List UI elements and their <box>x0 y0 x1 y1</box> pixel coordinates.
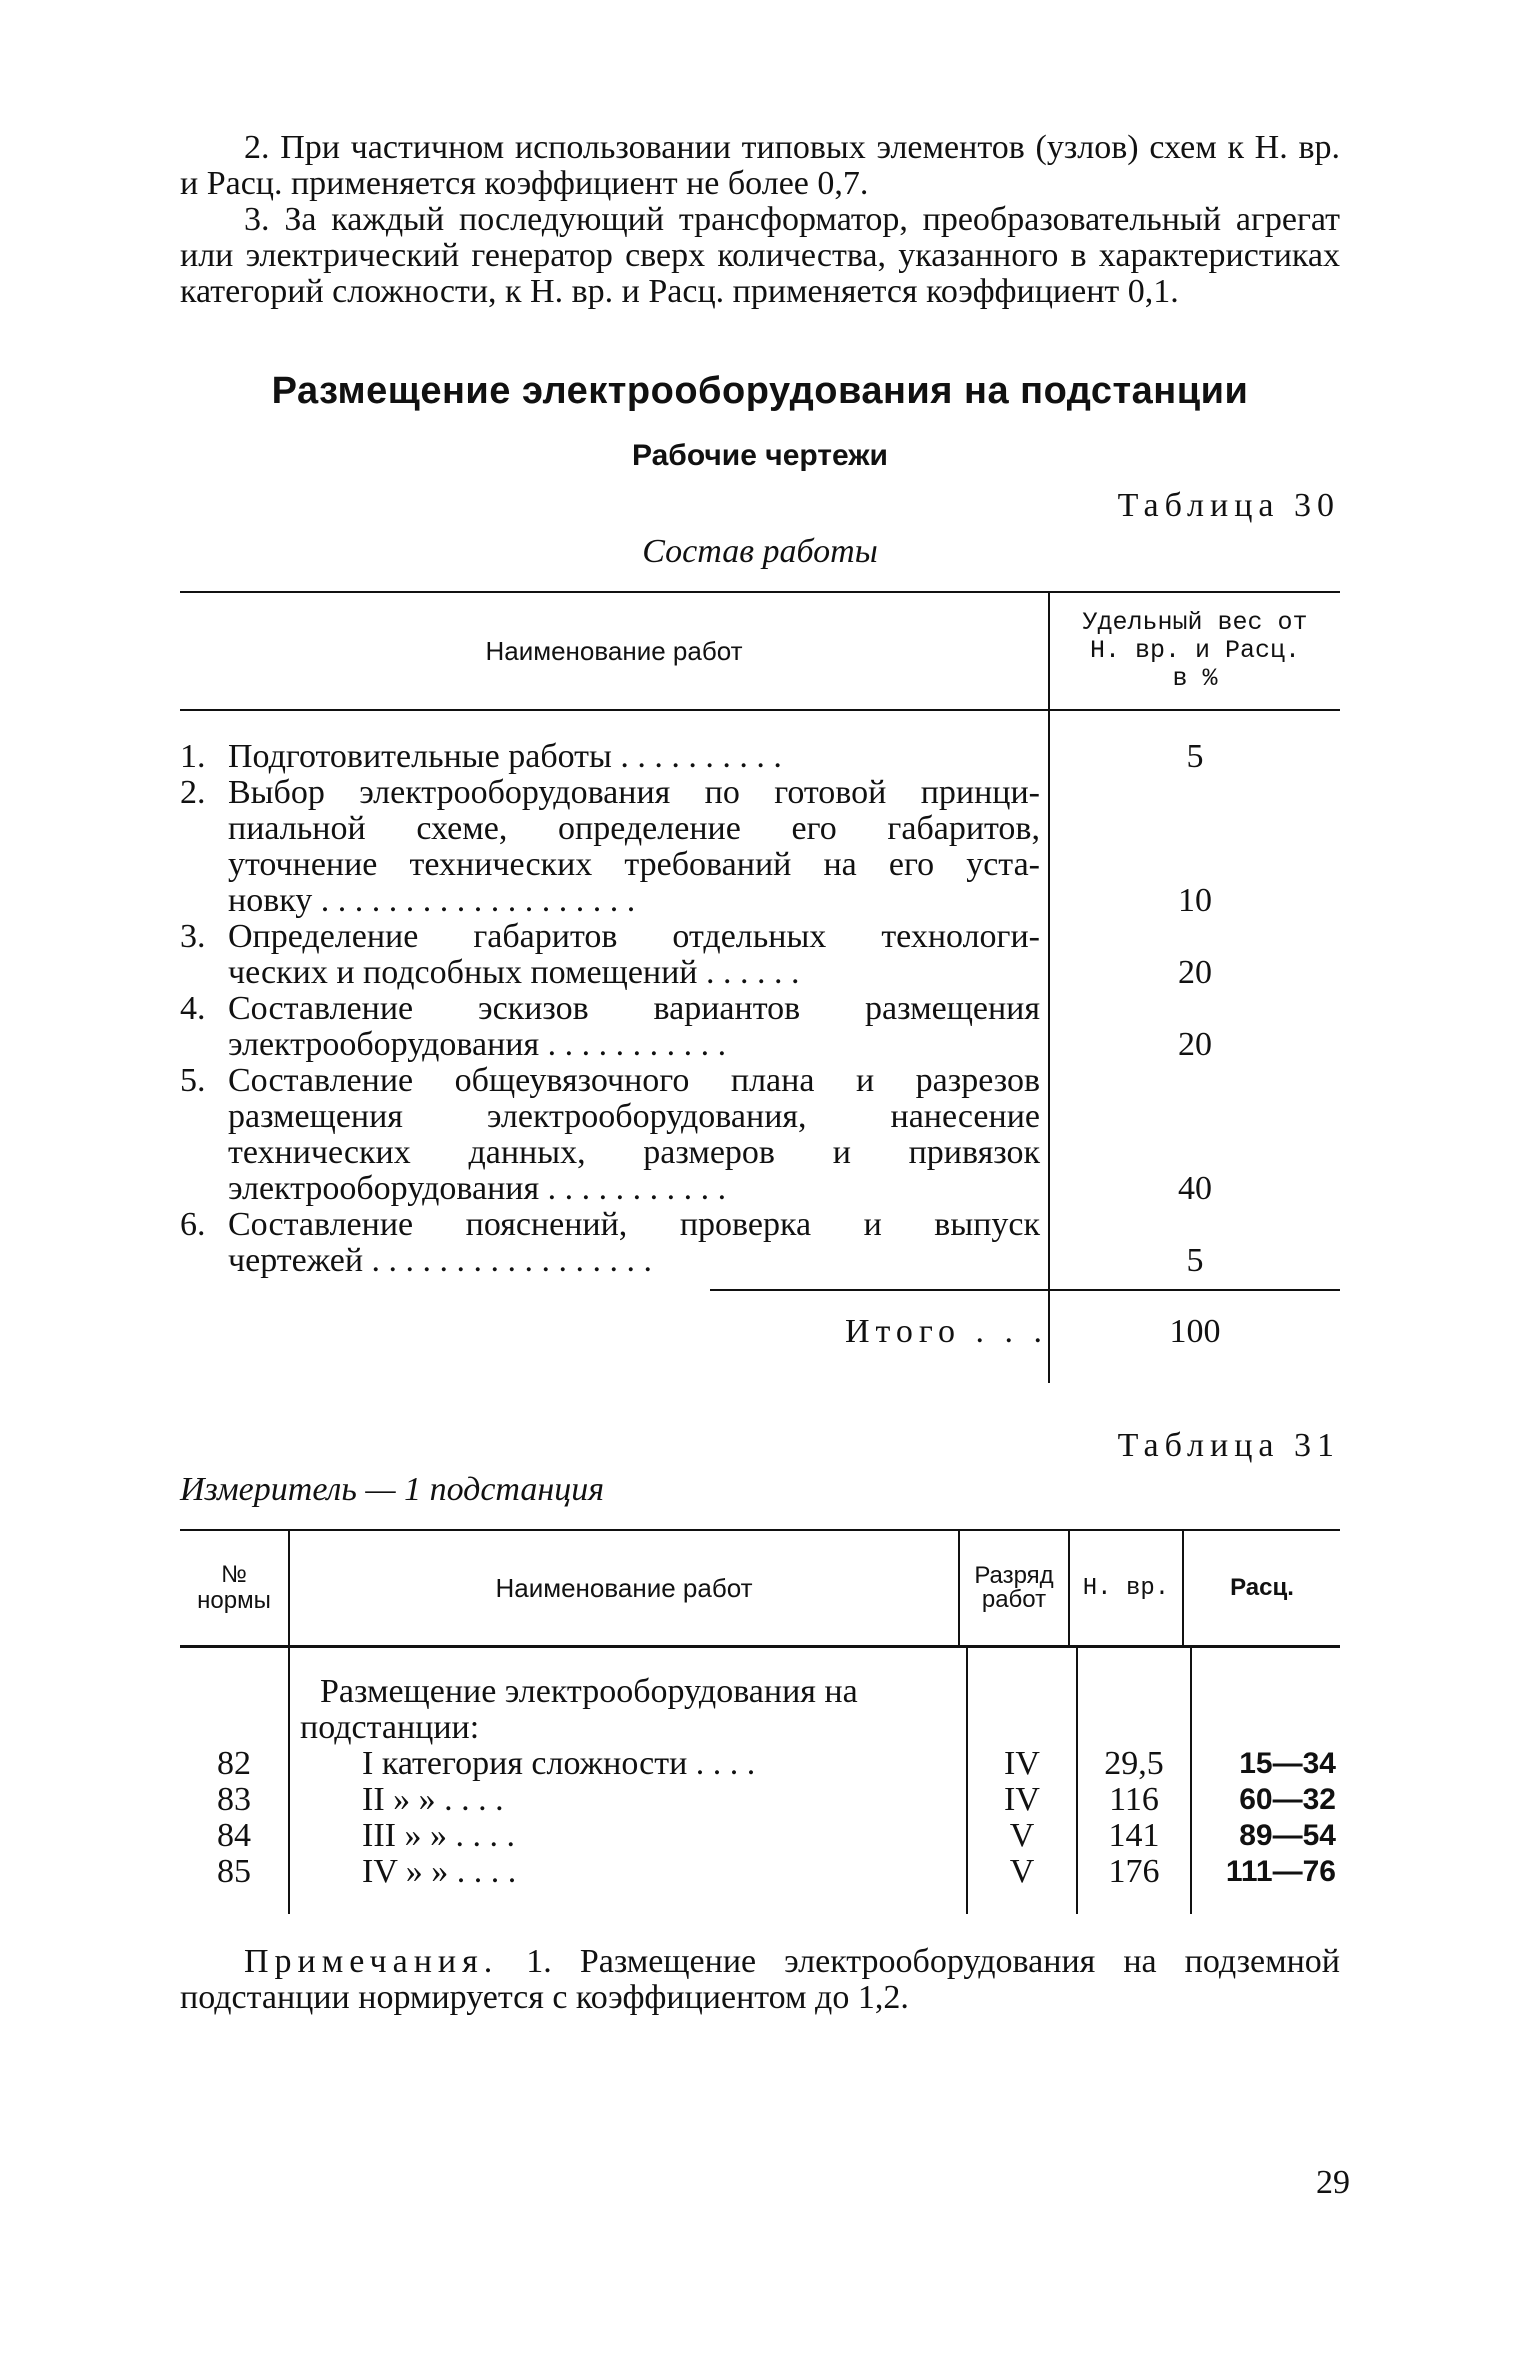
table31-grade-column <box>966 1648 1076 1914</box>
table30-header-share <box>1048 593 1340 709</box>
table30-row <box>180 775 1040 919</box>
table30-row-number: 4. <box>180 990 206 1027</box>
notes <box>180 1944 1340 2016</box>
table30-row-number: 6. <box>180 1206 206 1243</box>
table31-label: Таблица 31 <box>1117 1427 1340 1464</box>
table31-row-name: I категория сложности . . . . <box>362 1745 756 1782</box>
table30-row <box>180 1207 1040 1279</box>
table30-label: Таблица 30 <box>1117 487 1340 524</box>
table30-total-value: 100 <box>1048 1291 1340 1383</box>
table31-caption: Измеритель — 1 подстанция <box>180 1471 605 1508</box>
table30-row <box>180 1063 1040 1207</box>
table30-row-line: электрооборудования . . . . . . . . . . . <box>228 1170 727 1207</box>
table30-caption: Состав работы <box>642 533 878 570</box>
table30-row-line: технических данных, размеров и привязок <box>228 1134 1040 1171</box>
table30-row <box>180 991 1040 1063</box>
table31-row-hours: 176 <box>1108 1853 1160 1890</box>
table31-row-hours: 141 <box>1108 1817 1160 1854</box>
table31-header <box>180 1529 1340 1648</box>
table31-row-price: 60—32 <box>1239 1783 1336 1816</box>
table30-values-column <box>1048 711 1340 1289</box>
intro-paragraph-2: 2. При частичном использовании типовых элементов (узлов) схем к Н. вр. и Расц. применяется коэффициент не более 0,7. <box>180 129 1340 202</box>
table30-row <box>180 919 1040 991</box>
table30-row-value: 20 <box>1178 1026 1212 1063</box>
table31-header-grade-line2: работ <box>981 1586 1047 1613</box>
table30-header <box>180 591 1340 711</box>
table30-row-number: 5. <box>180 1062 206 1099</box>
table31-price-column <box>1192 1648 1340 1914</box>
table30-row-line: пиальной схеме, определение его габаритов, <box>228 810 1040 847</box>
notes-text: 1. Размещение электрооборудования на подземной подстанции нормируется с коэффициентом до 1,2. <box>180 1943 1340 2016</box>
table31-header-no-line1: № <box>221 1561 247 1588</box>
table31-row-hours: 116 <box>1109 1781 1159 1818</box>
table30-row-value: 40 <box>1178 1170 1212 1207</box>
table31-row-grade: IV <box>1004 1745 1040 1782</box>
table30-row-line: Составление пояснений, проверка и выпуск <box>228 1206 1040 1243</box>
table31-header-hours: Н. вр. <box>1068 1531 1184 1645</box>
table30-row-value: 5 <box>1186 1242 1204 1279</box>
table30-row-line: Составление общеувязочного плана и разрезов <box>228 1062 1040 1099</box>
table31-name-column <box>288 1648 966 1914</box>
table30-row-number: 3. <box>180 918 206 955</box>
table31-header-price: Расц. <box>1230 1574 1294 1601</box>
page-number: 29 <box>1316 2164 1350 2201</box>
table30-row-value: 20 <box>1178 954 1212 991</box>
table30-row-text <box>228 739 1040 775</box>
table31-group-title-line2: подстанции: <box>300 1709 480 1746</box>
table31 <box>180 1529 1340 1914</box>
table31-row-price: 15—34 <box>1239 1747 1336 1780</box>
table30-row-number: 1. <box>180 738 206 775</box>
table31-no-column <box>180 1648 288 1914</box>
table30-header-name: Наименование работ <box>485 635 743 666</box>
table30-row-value: 10 <box>1178 882 1212 919</box>
table30-names-column <box>180 711 1048 1289</box>
table31-header-grade-line1: Разряд <box>974 1562 1054 1589</box>
table31-row-hours: 29,5 <box>1104 1745 1164 1782</box>
table30-total-label-text: Итого . . . <box>844 1313 1048 1350</box>
table30-body <box>180 711 1340 1289</box>
section-subtitle: Рабочие чертежи <box>631 439 888 472</box>
table31-header-name: Наименование работ <box>288 1531 958 1645</box>
page-body <box>180 130 1340 2050</box>
table31-row-no: 85 <box>217 1853 251 1890</box>
table30-row-line: Определение габаритов отдельных технологи- <box>228 918 1040 955</box>
table31-row-no: 82 <box>217 1745 251 1782</box>
table31-hours-column <box>1076 1648 1192 1914</box>
table31-row-price: 89—54 <box>1239 1819 1336 1852</box>
table30-row-value: 5 <box>1186 738 1204 775</box>
table30-row-line: ческих и подсобных помещений . . . . . . <box>228 954 800 991</box>
table31-header-grade <box>958 1531 1068 1645</box>
table31-row-grade: IV <box>1004 1781 1040 1818</box>
table31-body <box>180 1648 1340 1914</box>
table31-row-grade: V <box>1009 1853 1035 1890</box>
table30-total-label <box>180 1291 1048 1383</box>
table31-row-name: IV » » . . . . <box>362 1853 517 1890</box>
table30-row-line: уточнение технических требований на его уста- <box>228 846 1040 883</box>
table30-row-text <box>228 1207 1040 1279</box>
notes-lead: Примечания. <box>244 1943 499 1980</box>
table30-total-row <box>180 1291 1340 1383</box>
table30-row-line: новку . . . . . . . . . . . . . . . . . . . <box>228 882 636 919</box>
table31-header-no <box>180 1531 288 1645</box>
table30-row-line: размещения электрооборудования, нанесение <box>228 1098 1040 1135</box>
table30-header-share-line3: в % <box>1172 664 1218 693</box>
table30-row-text <box>228 919 1040 991</box>
table31-group-title-line1: Размещение электрооборудования на <box>320 1673 858 1710</box>
table30-row-line: чертежей . . . . . . . . . . . . . . . . . <box>228 1242 653 1279</box>
table30 <box>180 591 1340 1383</box>
intro-paragraph-3: 3. За каждый последующий трансформатор, преобразовательный агрегат или электрический генератор сверх количества, указанного в характеристиках категорий сложности, к Н. вр. и Расц. применяется коэффициент 0,1. <box>180 201 1340 310</box>
table31-row-price: 111—76 <box>1225 1855 1336 1888</box>
section-title: Размещение электрооборудования на подстанции <box>271 370 1249 412</box>
table30-row-text <box>228 991 1040 1063</box>
table30-header-share-line1: Удельный вес от <box>1082 608 1308 637</box>
table31-row-grade: V <box>1009 1817 1035 1854</box>
table30-row-line: Выбор электрооборудования по готовой принци- <box>228 774 1040 811</box>
table31-row-name: II » » . . . . <box>362 1781 504 1818</box>
table30-row-line: Подготовительные работы . . . . . . . . . . <box>228 738 782 775</box>
table31-row-no: 84 <box>217 1817 251 1854</box>
table30-header-share-line2: Н. вр. и Расц. <box>1089 636 1301 665</box>
table31-row-no: 83 <box>217 1781 251 1818</box>
table31-header-no-line2: нормы <box>197 1587 271 1614</box>
table30-row <box>180 739 1040 775</box>
table31-row-name: III » » . . . . <box>362 1817 515 1854</box>
table30-row-text <box>228 1063 1040 1207</box>
table30-row-text <box>228 775 1040 919</box>
table30-row-line: электрооборудования . . . . . . . . . . . <box>228 1026 727 1063</box>
table30-row-number: 2. <box>180 774 206 811</box>
table30-row-line: Составление эскизов вариантов размещения <box>228 990 1040 1027</box>
